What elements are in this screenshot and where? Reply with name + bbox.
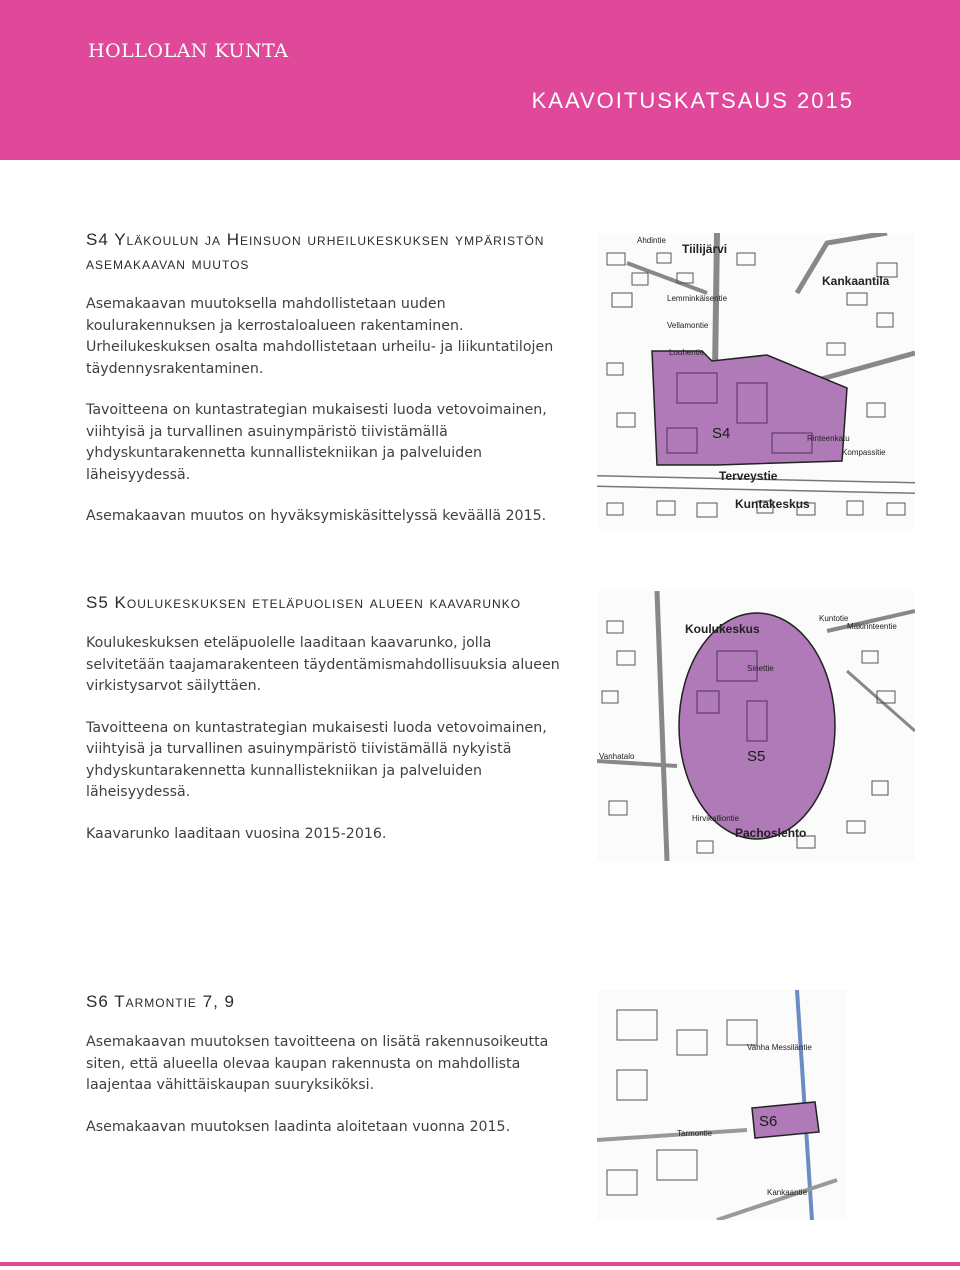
section-heading: Yläkoulun ja Heinsuon urheilukeskuksen ympäristön asemakaavan muutos xyxy=(86,230,545,273)
section-title xyxy=(86,990,566,1014)
paragraph: Asemakaavan muutoksen tavoitteena on lisätä rakennusoikeutta siten, että alueella olevaa kaupan rakennusta on mahdollista laajentaa vähittäiskaupan suuryksiköksi. xyxy=(86,1034,549,1093)
street-label: Kompassitie xyxy=(842,448,886,457)
street-label: Kuntotie xyxy=(819,614,849,623)
map-s6 xyxy=(597,990,847,1220)
section-title xyxy=(86,228,576,276)
section-code: S6 xyxy=(86,992,109,1011)
paragraph: Koulukeskuksen eteläpuolelle laaditaan kaavarunko, jolla selvitetään taajamarakenteen täydentämismahdollisuuksia alueen virkistysarvot säilyttäen. xyxy=(86,635,560,694)
street-label: Vellamontie xyxy=(667,321,709,330)
section-code: S5 xyxy=(86,593,109,612)
street-label: Kankaantie xyxy=(767,1188,808,1197)
section-s4 xyxy=(86,228,576,548)
document-title: KAAVOITUSKATSAUS 2015 xyxy=(531,88,854,113)
s6-area-label: S6 xyxy=(759,1113,778,1130)
section-title xyxy=(86,591,566,615)
map-s5 xyxy=(597,591,915,861)
s5-area xyxy=(679,613,835,839)
street-label: Sinettie xyxy=(747,664,774,673)
page-header xyxy=(0,0,960,160)
paragraph: Tavoitteena on kuntastrategian mukaisesti luoda vetovoimainen, viihtyisä ja turvallinen asuinympäristö tiivistämällä nykyistä yhdyskuntarakennetta kunnallistekniikan ja palveluiden läheisyydessä. xyxy=(86,719,547,800)
organization-name: HOLLOLAN KUNTA xyxy=(88,40,289,62)
section-s6 xyxy=(86,990,566,1158)
street-label: Pachoslehto xyxy=(735,826,807,840)
paragraph: Kaavarunko laaditaan vuosina 2015-2016. xyxy=(86,825,387,842)
footer-line xyxy=(0,1262,960,1266)
street-label: Lemminkäisentie xyxy=(667,294,728,303)
street-label: Ahdintie xyxy=(637,236,666,245)
map-s4 xyxy=(597,233,915,529)
map-s5-drawing xyxy=(597,591,915,861)
s4-area-label: S4 xyxy=(712,425,731,442)
street-label: Louhentie xyxy=(669,348,705,357)
section-heading: Tarmontie 7, 9 xyxy=(114,992,236,1011)
paragraph: Asemakaavan muutoksen laadinta aloitetaan vuonna 2015. xyxy=(86,1118,511,1135)
paragraph: Asemakaavan muutoksella mahdollistetaan uuden koulurakennuksen ja kerrostaloalueen rakentaminen. Urheilukeskuksen osalta mahdollistetaan urheilu- ja liikuntatilojen täydennysrakentaminen. xyxy=(86,296,554,377)
street-label: Hirvikalliontie xyxy=(692,814,740,823)
street-label: Koulukeskus xyxy=(685,622,760,636)
street-label: Vanha Messiläntie xyxy=(747,1043,812,1052)
paragraph: Tavoitteena on kuntastrategian mukaisesti luoda vetovoimainen, viihtyisä ja turvallinen asuinympäristö tiivistämällä yhdyskuntarakennetta kunnallistekniikan ja palveluiden läheisyydessä. xyxy=(86,402,547,483)
map-s6-drawing xyxy=(597,990,847,1220)
paragraph: Asemakaavan muutos on hyväksymiskäsittelyssä keväällä 2015. xyxy=(86,508,547,524)
street-label: Terveystie xyxy=(719,469,778,483)
street-label: Kankaantila xyxy=(822,274,890,288)
s5-area-label: S5 xyxy=(747,748,766,765)
street-label: Vanhatalo xyxy=(599,752,635,761)
section-s5 xyxy=(86,591,566,865)
street-label: Tiilijärvi xyxy=(682,242,728,256)
street-label: Kuntakeskus xyxy=(735,497,810,511)
section-heading: Koulukeskuksen eteläpuolisen alueen kaavarunko xyxy=(114,593,522,612)
section-code: S4 xyxy=(86,230,109,249)
street-label: Rinteenkatu xyxy=(807,434,850,443)
street-label: Tarmontie xyxy=(677,1129,713,1138)
street-label: Mäkirinteentie xyxy=(847,622,897,631)
map-s4-drawing xyxy=(597,233,915,529)
